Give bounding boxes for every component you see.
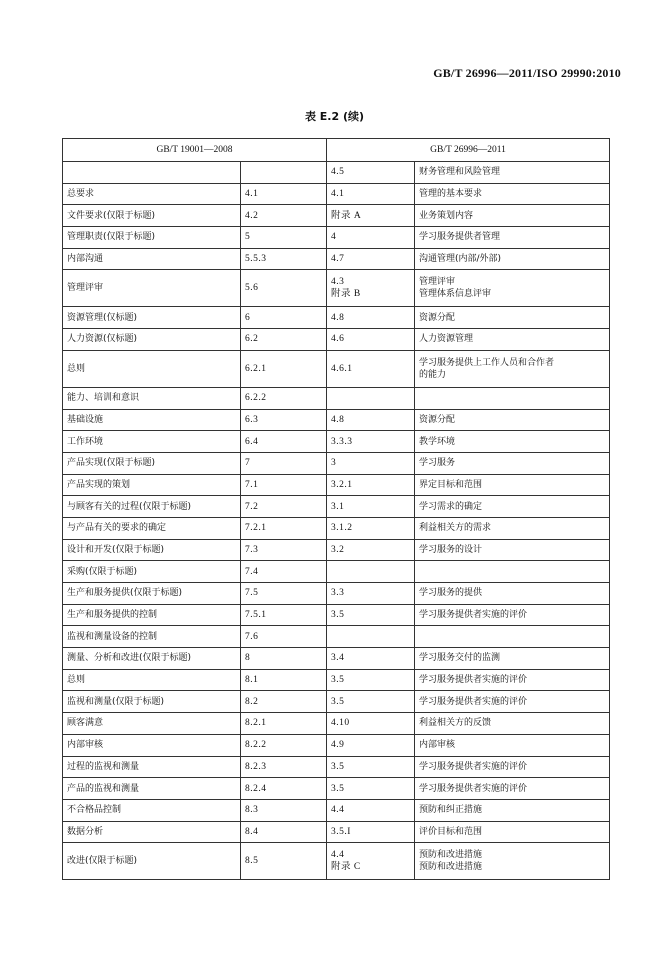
table-row [63,713,610,735]
gbt19001-clause-title: 不合格品控制 [63,799,241,821]
gbt26996-clause-title [415,604,610,626]
gbt19001-clause-number: 7.3 [241,539,327,561]
clause-title-line: 沟通管理(内部/外部) [419,254,502,265]
gbt19001-clause-title: 资源管理(仅标题) [63,307,241,329]
gbt26996-clause-title [415,350,610,387]
gbt19001-clause-number: 7.2.1 [241,517,327,539]
table-row [63,329,610,351]
gbt26996-clause-title [415,329,610,351]
gbt26996-clause-number [327,162,415,184]
gbt19001-clause-title: 改进(仅限于标题) [63,843,241,880]
table-row [63,205,610,227]
gbt19001-clause-title: 人力资源(仅标题) [63,329,241,351]
gbt26996-clause-number [327,626,415,648]
table-title: 表 E.2 (续) [304,110,365,123]
gbt26996-clause-title [415,452,610,474]
gbt19001-clause-number: 8.2.1 [241,713,327,735]
clause-number-line: 附录 C [331,862,361,873]
gbt26996-clause-title [415,648,610,670]
gbt26996-clause-number [327,583,415,605]
gbt19001-clause-title: 过程的监视和测量 [63,756,241,778]
table-row [63,162,610,184]
gbt19001-clause-title: 产品的监视和测量 [63,778,241,800]
table-row [63,626,610,648]
clause-title-line: 预防和改进措施 [419,850,483,861]
clause-title-line: 教学环境 [419,436,456,447]
table-row [63,387,610,409]
gbt19001-clause-title: 总则 [63,350,241,387]
table-row [63,821,610,843]
gbt26996-clause-title [415,539,610,561]
clause-title-line: 学习服务提供者实施的评价 [419,610,528,621]
table-row [63,183,610,205]
gbt19001-clause-number: 4.2 [241,205,327,227]
gbt19001-clause-title: 与产品有关的要求的确定 [63,517,241,539]
gbt19001-clause-number: 8.3 [241,799,327,821]
gbt26996-clause-number [327,539,415,561]
gbt26996-clause-title [415,270,610,307]
gbt19001-clause-title: 生产和服务提供的控制 [63,604,241,626]
gbt19001-clause-title: 设计和开发(仅限于标题) [63,539,241,561]
gbt19001-clause-title: 顾客满意 [63,713,241,735]
gbt19001-clause-number: 7.2 [241,496,327,518]
clause-number-line: 4.10 [331,718,350,729]
clause-title-line: 预防和改进措施 [419,862,483,873]
gbt26996-clause-number [327,350,415,387]
table-row [63,778,610,800]
gbt26996-clause-number [327,648,415,670]
gbt26996-clause-title [415,517,610,539]
clause-number-line: 3.5 [331,696,345,707]
gbt26996-clause-title [415,205,610,227]
gbt19001-clause-number: 5.6 [241,270,327,307]
clause-title-line: 学习服务交付的监测 [419,653,501,664]
gbt26996-clause-number [327,474,415,496]
gbt26996-clause-title [415,821,610,843]
gbt19001-clause-title: 监视和测量(仅限于标题) [63,691,241,713]
gbt26996-clause-title [415,778,610,800]
gbt26996-clause-number [327,329,415,351]
gbt19001-clause-title: 产品实现(仅限于标题) [63,452,241,474]
gbt26996-clause-title [415,626,610,648]
table-row [63,474,610,496]
gbt26996-clause-title [415,474,610,496]
clause-number-line: 3.1 [331,501,345,512]
clause-title-line: 资源分配 [419,414,456,425]
clause-title-line: 管理的基本要求 [419,189,483,200]
document-code-header: GB/T 26996—2011/ISO 29990:2010 [433,66,621,80]
gbt26996-clause-title [415,387,610,409]
gbt19001-clause-number: 6.3 [241,409,327,431]
clause-title-line: 学习服务 [419,458,456,469]
gbt19001-clause-title: 总则 [63,669,241,691]
clause-title-line: 学习需求的确定 [419,501,483,512]
table-row [63,452,610,474]
gbt26996-clause-number [327,270,415,307]
gbt26996-clause-title [415,561,610,583]
clause-number-line: 4.3 [331,277,345,288]
clause-title-line: 业务策划内容 [419,210,474,221]
gbt26996-clause-title [415,843,610,880]
clause-number-line: 3.5 [331,610,345,621]
clause-title-line: 资源分配 [419,312,456,323]
table-row [63,270,610,307]
gbt26996-clause-title [415,799,610,821]
gbt19001-clause-title: 管理职责(仅限于标题) [63,227,241,249]
gbt19001-clause-title: 产品实现的策划 [63,474,241,496]
gbt26996-clause-number [327,452,415,474]
gbt19001-clause-number: 8.5 [241,843,327,880]
gbt19001-clause-number: 8.2.4 [241,778,327,800]
gbt26996-clause-title [415,691,610,713]
clause-title-line: 管理体系信息评审 [419,289,492,300]
clause-title-line: 内部审核 [419,740,456,751]
gbt26996-clause-title [415,713,610,735]
gbt19001-clause-title: 管理评审 [63,270,241,307]
gbt19001-clause-number: 7 [241,452,327,474]
gbt26996-clause-number [327,734,415,756]
clause-number-line: 4.8 [331,312,345,323]
gbt19001-clause-title: 基础设施 [63,409,241,431]
table-row [63,561,610,583]
table-body [63,162,610,880]
clause-title-line: 评价目标和范围 [419,826,483,837]
table-header-row [63,139,610,162]
clause-title-line: 学习服务的提供 [419,588,483,599]
gbt26996-clause-title [415,756,610,778]
gbt19001-clause-number: 6.2 [241,329,327,351]
gbt26996-clause-title [415,227,610,249]
gbt26996-clause-number [327,409,415,431]
clause-number-line: 3.3.3 [331,436,353,447]
clause-number-line: 4.9 [331,740,345,751]
gbt19001-clause-title: 采购(仅限于标题) [63,561,241,583]
gbt26996-clause-number [327,604,415,626]
table-row [63,843,610,880]
gbt26996-clause-title [415,734,610,756]
clause-title-line: 利益相关方的反馈 [419,718,492,729]
clause-number-line: 3.5 [331,783,345,794]
table-row [63,350,610,387]
column-header-gbt19001: GB/T 19001—2008 [63,139,327,162]
clause-title-line: 预防和纠正措施 [419,805,483,816]
gbt26996-clause-number [327,778,415,800]
gbt26996-clause-title [415,307,610,329]
gbt19001-clause-number: 8.1 [241,669,327,691]
gbt26996-clause-title [415,248,610,270]
clause-title-line: 管理评审 [419,277,456,288]
gbt26996-clause-number [327,205,415,227]
clause-number-line: 3.5 [331,675,345,686]
gbt19001-clause-title: 内部沟通 [63,248,241,270]
table-row [63,734,610,756]
table-row [63,248,610,270]
gbt19001-clause-number: 6 [241,307,327,329]
table-row [63,604,610,626]
clause-number-line: 4.7 [331,254,345,265]
gbt19001-clause-title: 能力、培训和意识 [63,387,241,409]
gbt19001-clause-number: 7.1 [241,474,327,496]
gbt19001-clause-number: 6.2.1 [241,350,327,387]
gbt26996-clause-title [415,183,610,205]
gbt26996-clause-title [415,409,610,431]
clause-number-line: 3 [331,458,337,469]
gbt19001-clause-title: 数据分析 [63,821,241,843]
clause-number-line: 4.4 [331,850,345,861]
clause-title-line: 财务管理和风险管理 [419,167,501,178]
table-row [63,583,610,605]
gbt19001-clause-number [241,162,327,184]
gbt19001-clause-number: 6.2.2 [241,387,327,409]
clause-number-line: 4.6 [331,334,345,345]
clause-title-line: 学习服务提供者实施的评价 [419,696,528,707]
gbt26996-clause-title [415,583,610,605]
table-row [63,431,610,453]
gbt26996-clause-number [327,431,415,453]
gbt26996-clause-number [327,496,415,518]
clause-title-line: 学习服务提供者管理 [419,232,501,243]
clause-title-line: 人力资源管理 [419,334,474,345]
table-row [63,227,610,249]
table-row [63,756,610,778]
clause-number-line: 4.8 [331,414,345,425]
clause-number-line: 附录 B [331,289,361,300]
gbt19001-clause-title: 测量、分析和改进(仅限于标题) [63,648,241,670]
gbt26996-clause-title [415,162,610,184]
clause-number-line: 附录 A [331,210,362,221]
gbt26996-clause-number [327,843,415,880]
gbt19001-clause-number: 8.4 [241,821,327,843]
table-row [63,648,610,670]
gbt19001-clause-number: 7.6 [241,626,327,648]
clause-number-line: 3.4 [331,653,345,664]
table-row [63,799,610,821]
gbt19001-clause-number: 5 [241,227,327,249]
clause-title-line: 学习服务提供上工作人员和合作者 [419,357,555,368]
gbt19001-clause-number: 8.2.3 [241,756,327,778]
gbt26996-clause-number [327,561,415,583]
gbt19001-clause-title: 监视和测量设备的控制 [63,626,241,648]
clause-number-line: 3.5.I [331,826,351,837]
gbt26996-clause-title [415,496,610,518]
gbt19001-clause-number: 8.2.2 [241,734,327,756]
clause-title-line: 学习服务提供者实施的评价 [419,761,528,772]
gbt26996-clause-number [327,387,415,409]
gbt19001-clause-number: 6.4 [241,431,327,453]
table-row [63,539,610,561]
table-row [63,517,610,539]
clause-title-line: 学习服务的设计 [419,544,483,555]
gbt19001-clause-title: 与顾客有关的过程(仅限于标题) [63,496,241,518]
table-row [63,669,610,691]
gbt19001-clause-number: 4.1 [241,183,327,205]
gbt26996-clause-number [327,248,415,270]
gbt26996-clause-number [327,691,415,713]
gbt26996-clause-number [327,799,415,821]
clause-number-line: 3.3 [331,588,345,599]
mapping-table [62,138,610,880]
gbt26996-clause-number [327,517,415,539]
gbt19001-clause-title: 生产和服务提供(仅限于标题) [63,583,241,605]
gbt26996-clause-number [327,307,415,329]
clause-number-line: 3.2.1 [331,479,353,490]
gbt26996-clause-number [327,756,415,778]
gbt26996-clause-number [327,713,415,735]
table-row [63,409,610,431]
clause-number-line: 4.4 [331,805,345,816]
table-row [63,496,610,518]
gbt19001-clause-title: 工作环境 [63,431,241,453]
clause-number-line: 4.5 [331,167,345,178]
gbt19001-clause-title: 文件要求(仅限于标题) [63,205,241,227]
gbt26996-clause-number [327,669,415,691]
gbt26996-clause-title [415,669,610,691]
clause-title-line: 学习服务提供者实施的评价 [419,783,528,794]
gbt19001-clause-title: 总要求 [63,183,241,205]
clause-number-line: 3.2 [331,544,345,555]
gbt26996-clause-title [415,431,610,453]
gbt19001-clause-number: 7.5 [241,583,327,605]
gbt19001-clause-title [63,162,241,184]
gbt19001-clause-number: 8.2 [241,691,327,713]
gbt19001-clause-number: 7.4 [241,561,327,583]
clause-title-line: 的能力 [419,369,447,380]
clause-number-line: 3.1.2 [331,523,353,534]
gbt19001-clause-title: 内部审核 [63,734,241,756]
gbt19001-clause-number: 5.5.3 [241,248,327,270]
clause-title-line: 学习服务提供者实施的评价 [419,675,528,686]
clause-title-line: 界定目标和范围 [419,479,483,490]
column-header-gbt26996: GB/T 26996—2011 [327,139,610,162]
clause-number-line: 4.1 [331,189,345,200]
table-row [63,307,610,329]
table-row [63,691,610,713]
clause-title-line: 利益相关方的需求 [419,523,492,534]
clause-number-line: 4 [331,232,337,243]
clause-number-line: 3.5 [331,761,345,772]
gbt19001-clause-number: 8 [241,648,327,670]
gbt19001-clause-number: 7.5.1 [241,604,327,626]
gbt26996-clause-number [327,821,415,843]
clause-number-line: 4.6.1 [331,363,353,374]
gbt26996-clause-number [327,183,415,205]
gbt26996-clause-number [327,227,415,249]
